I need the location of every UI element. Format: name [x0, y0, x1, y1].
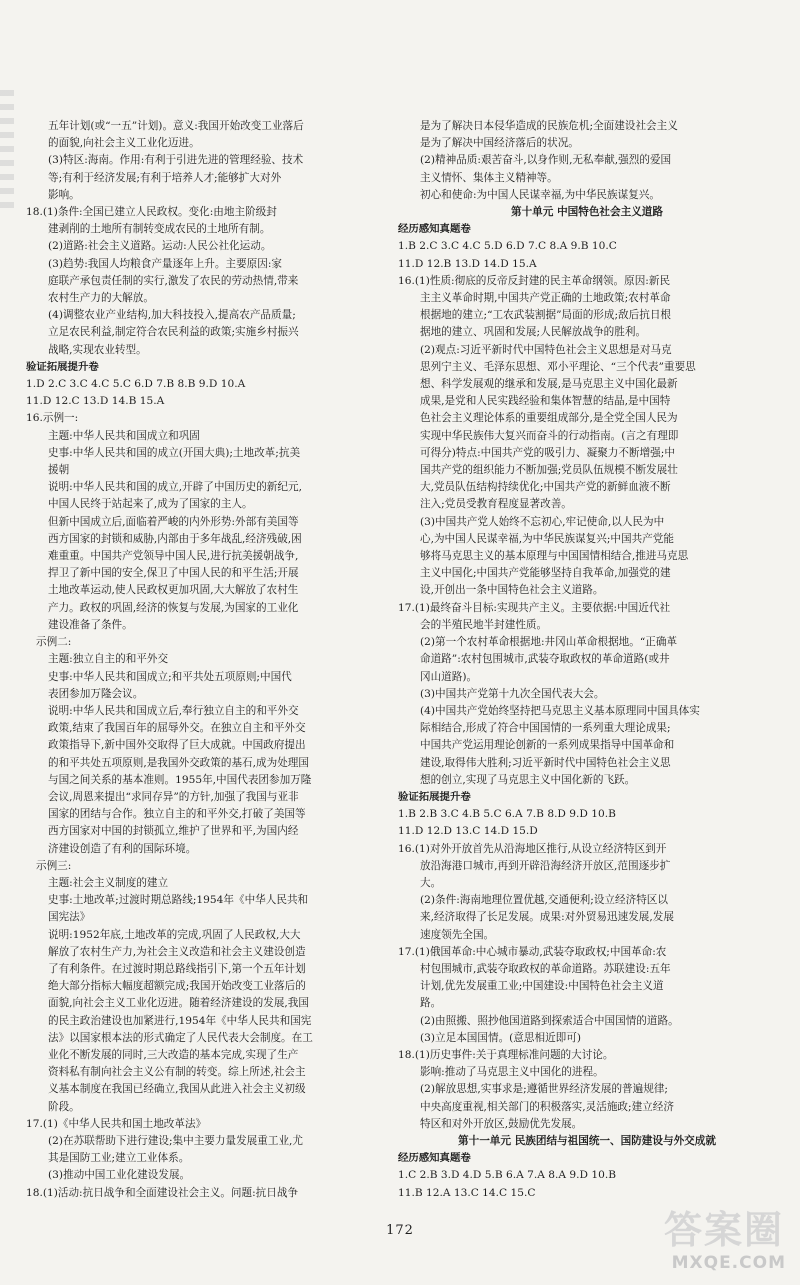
unit-title: 第十单元 中国特色社会主义道路 — [511, 206, 663, 219]
binding-margin-marks — [0, 90, 14, 210]
right-text-line: (2)由照搬、照抄他国道路到探索适合中国国情的道路。 — [420, 1014, 679, 1027]
right-text-line: 17.(1)最终奋斗目标:实现共产主义。主要依据:中国近代社 — [398, 601, 671, 614]
left-text-line: 解放了农村生产力,为社会主义改造和社会主义建设创造 — [48, 945, 306, 958]
left-text-line: 法》以国家根本法的形式确定了人民代表大会制度。在工 — [48, 1031, 313, 1044]
left-text-line: 政策指导下,新中国外交取得了巨大成就。中国政府提出 — [48, 739, 306, 752]
section-heading: 经历感知真题卷 — [398, 223, 471, 236]
left-text-line: 17.(1)《中华人民共和国土地改革法》 — [26, 1117, 207, 1130]
left-text-line: 西方国家对中国的封锁孤立,维护了世界和平,为国内经 — [48, 825, 299, 838]
right-text-line: (3)立足本国国情。(意思相近即可) — [420, 1031, 581, 1044]
right-text-line: 可得分)特点:中国共产党的吸引力、凝聚力不断增强;中 — [420, 446, 675, 459]
left-text-line: 主题:独立自主的和平外交 — [48, 653, 169, 666]
unit-title: 第十一单元 民族团结与祖国统一、国防建设与外交成就 — [458, 1134, 716, 1147]
left-text-line: 援朝 — [48, 464, 70, 477]
right-text-line: 大,党员队伍结构持续优化;中国共产党的新鲜血液不断 — [420, 481, 671, 494]
right-text-line: (2)解放思想,实事求是;遵循世界经济发展的普遍规律; — [420, 1083, 668, 1096]
right-text-line: 1.B 2.C 3.C 4.C 5.D 6.D 7.C 8.A 9.B 10.C — [398, 240, 617, 253]
right-text-line: 特区和对外开放区,鼓励优先发展。 — [420, 1117, 583, 1130]
left-text-line: 阶段。 — [48, 1100, 80, 1113]
left-text-line: 难重重。中国共产党领导中国人民,进行抗美援朝战争, — [48, 550, 299, 563]
left-text-line: 18.(1)活动:抗日战争和全面建设社会主义。问题:抗日战争 — [26, 1186, 299, 1199]
left-text-line: 义基本制度在我国已经确立,我国从此进入社会主义初级 — [48, 1083, 306, 1096]
right-text-line: 来,经济取得了长足发展。成果:对外贸易迅速发展,发展 — [420, 911, 674, 924]
left-text-line: 业化不断发展的同时,三大改造的基本完成,实现了生产 — [48, 1048, 299, 1061]
left-text-line: 建设准备了条件。 — [48, 618, 133, 631]
left-text-line: 资料私有制向社会主义公有制的转变。综上所述,社会主 — [48, 1066, 306, 1079]
right-text-line: 思列宁主义、毛泽东思想、邓小平理论、“三个代表”重要思 — [420, 360, 696, 373]
right-text-line: 成果,是党和人民实践经验和集体智慧的结晶,是中国特 — [420, 395, 671, 408]
right-text-line: 11.D 12.B 13.D 14.D 15.A — [398, 257, 537, 270]
left-text-line: 政策,结束了我国百年的屈辱外交。在独立自主和平外交 — [48, 722, 306, 735]
left-text-line: 史事:中华人民共和国成立;和平共处五项原则;中国代 — [48, 670, 292, 683]
right-column — [398, 118, 776, 1202]
left-text-line: 绝大部分指标大幅度超额完成;我国开始改变工业落后的 — [48, 980, 306, 993]
right-text-line: 中国共产党运用理论创新的一系列成果指导中国革命和 — [420, 739, 675, 752]
right-text-line: 1.B 2.B 3.C 4.B 5.C 6.A 7.B 8.D 9.D 10.B — [398, 808, 616, 821]
right-text-line: 大。 — [420, 876, 442, 889]
left-text-line: 1.D 2.C 3.C 4.C 5.C 6.D 7.B 8.B 9.D 10.A — [26, 378, 246, 391]
left-text-line: 中国人民终于站起来了,成为了国家的主人。 — [48, 498, 253, 511]
right-text-line: 1.C 2.B 3.D 4.D 5.B 6.A 7.A 8.A 9.D 10.B — [398, 1169, 617, 1182]
right-text-line: 际相结合,形成了符合中国国情的一系列重大理论成果; — [420, 722, 671, 735]
right-text-line: 中央高度重视,相关部门的积极落实,灵活施政;建立经济 — [420, 1100, 674, 1113]
left-text-line: (2)道路:社会主义道路。运动:人民公社化运动。 — [48, 240, 272, 253]
right-text-line: (3)中国共产党人始终不忘初心,牢记使命,以人民为中 — [420, 515, 665, 528]
left-text-line: 了有利条件。在过渡时期总路线指引下,第一个五年计划 — [48, 962, 306, 975]
right-text-line: 初心和使命:为中国人民谋幸福,为中华民族谋复兴。 — [420, 188, 660, 201]
right-text-line: (2)条件:海南地理位置优越,交通便利;设立经济特区以 — [420, 894, 668, 907]
left-text-line: 面貌,向社会主义工业化迈进。随着经济建设的发展,我国 — [48, 997, 309, 1010]
watermark-logo — [612, 1197, 792, 1277]
left-text-line: 农村生产力的大解放。 — [48, 292, 154, 305]
left-text-line: 庭联产承包责任制的实行,激发了农民的劳动热情,带来 — [48, 274, 299, 287]
right-text-line: (3)中国共产党第十九次全国代表大会。 — [420, 687, 605, 700]
left-text-line: 的面貌,向社会主义工业化迈进。 — [48, 137, 200, 150]
right-text-line: 据地的建立、巩固和发展;人民解放战争的胜利。 — [420, 326, 647, 339]
left-text-line: 说明:中华人民共和国的成立,开辟了中国历史的新纪元, — [48, 481, 302, 494]
left-text-line: 其是国防工业;建立工业体系。 — [48, 1152, 190, 1165]
right-text-line: 主义中国化;中国共产党能够坚持自我革命,加强党的建 — [420, 567, 671, 580]
left-text-line: 主题:社会主义制度的建立 — [48, 876, 169, 889]
left-text-line: 11.D 12.C 13.D 14.B 15.A — [26, 395, 165, 408]
right-text-line: (2)精神品质:艰苦奋斗,以身作则,无私奉献,强烈的爱国 — [420, 154, 672, 167]
right-text-line: 建设,取得伟大胜利;习近平新时代中国特色社会主义思 — [420, 756, 671, 769]
right-text-line: (4)中国共产党始终坚持把马克思主义基本原理同中国具体实 — [420, 704, 700, 717]
left-text-line: 18.(1)条件:全国已建立人民政权。变化:由地主阶级封 — [26, 206, 277, 219]
right-text-line: 速度领先全国。 — [420, 928, 495, 941]
right-text-line: 是为了解决中国经济落后的状况。 — [420, 137, 579, 150]
page-number: 172 — [386, 1223, 414, 1238]
right-text-line: 11.B 12.A 13.C 14.C 15.C — [398, 1186, 536, 1199]
left-text-line: 土地改革运动,使人民政权更加巩固,大大解放了农村生 — [48, 584, 299, 597]
right-text-line: (2)观点:习近平新时代中国特色社会主义思想是对马克 — [420, 343, 672, 356]
left-column — [26, 118, 386, 1202]
left-text-line: (3)特区:海南。作用:有利于引进先进的管理经验、技术 — [48, 154, 304, 167]
left-text-line: 战略,实现农业转型。 — [48, 343, 147, 356]
left-text-line: 主题:中华人民共和国成立和巩固 — [48, 429, 200, 442]
right-text-line: 命道路”:农村包围城市,武装夺取政权的革命道路(或井 — [420, 653, 670, 666]
left-text-line: 五年计划(或“一五”计划)。意义:我国开始改变工业落后 — [48, 120, 304, 132]
section-heading: 验证拓展提升卷 — [26, 360, 99, 373]
left-text-line: 与国之间关系的基本准则。1955年,中国代表团参加万隆 — [48, 773, 312, 786]
watermark-glyphs: 答案圈 — [663, 1208, 784, 1252]
left-text-line: 表团参加万隆会议。 — [48, 687, 144, 700]
right-text-line: 18.(1)历史事件:关于真理标准问题的大讨论。 — [398, 1048, 614, 1061]
left-text-line: 济建设创造了有利的国际环境。 — [48, 842, 197, 855]
left-text-line: 西方国家的封锁和威胁,内部由于多年战乱,经济残破,困 — [48, 532, 302, 545]
left-text-line: 的和平共处五项原则,是我国外交政策的基石,成为处理国 — [48, 756, 309, 769]
right-text-line: 16.(1)性质:彻底的反帝反封建的民主革命纲领。原因:新民 — [398, 274, 671, 287]
left-text-line: 立足农民利益,制定符合农民利益的政策;实施乡村振兴 — [48, 326, 299, 339]
right-text-line: 放沿海港口城市,再到开辟沿海经济开放区,范围逐步扩 — [420, 859, 671, 872]
left-text-line: 影响。 — [48, 188, 80, 201]
right-text-line: 想、科学发展观的继承和发展,是马克思主义中国化最新 — [420, 378, 678, 391]
left-text-line: 国宪法》 — [48, 911, 91, 924]
right-text-line: 影响:推动了马克思主义中国化的进程。 — [420, 1066, 604, 1079]
right-text-line: 心,为中国人民谋幸福,为中华民族谋复兴;中国共产党能 — [420, 532, 674, 545]
right-text-line: 是为了解决日本侵华造成的民族危机;全面建设社会主义 — [420, 120, 678, 132]
right-text-line: 实现中华民族伟大复兴而奋斗的行动指南。(言之有理即 — [420, 429, 679, 442]
right-text-line: 路。 — [420, 997, 442, 1010]
section-heading: 经历感知真题卷 — [398, 1152, 471, 1165]
section-heading: 验证拓展提升卷 — [398, 790, 471, 803]
right-text-line: 注入;党员受教育程度显著改善。 — [420, 498, 572, 511]
right-text-line: (2)第一个农村革命根据地:井冈山革命根据地。“正确革 — [420, 636, 678, 649]
right-text-line: 主主义革命时期,中国共产党正确的土地政策;农村革命 — [420, 292, 671, 305]
right-text-line: 够将马克思主义的基本原理与中国国情相结合,推进马克思 — [420, 550, 689, 563]
watermark-url: MXQE.COM — [671, 1253, 786, 1273]
left-text-line: 史事:中华人民共和国的成立(开国大典);土地改革;抗美 — [48, 446, 301, 459]
left-text-line: (3)推动中国工业化建设发展。 — [48, 1169, 191, 1182]
right-text-line: 主义情怀、集体主义精神等。 — [420, 171, 558, 184]
left-text-line: 但新中国成立后,面临着严峻的内外形势:外部有美国等 — [48, 515, 299, 528]
left-text-line: 16.示例一: — [26, 412, 79, 425]
left-text-line: 建剥削的土地所有制转变成农民的土地所有制。 — [48, 223, 271, 236]
left-text-line: (4)调整农业产业结构,加大科技投入,提高农产品质量; — [48, 309, 296, 322]
left-text-line: (2)在苏联帮助下进行建设;集中主要力量发展重工业,尤 — [48, 1134, 304, 1147]
right-text-line: 11.D 12.D 13.C 14.D 15.D — [398, 825, 538, 838]
right-text-line: 16.(1)对外开放首先从沿海地区推行,从设立经济特区到开 — [398, 842, 667, 855]
left-text-line: 史事:土地改革;过渡时期总路线;1954年《中华人民共和 — [48, 894, 309, 907]
right-text-line: 设,开创出一条中国特色社会主义道路。 — [420, 584, 604, 597]
left-text-line: 说明:中华人民共和国成立后,奉行独立自主的和平外交 — [48, 704, 299, 717]
left-text-line: 示例三: — [36, 859, 72, 872]
right-text-line: 色社会主义理论体系的重要组成部分,是全党全国人民为 — [420, 412, 678, 425]
left-text-line: 捍卫了新中国的安全,保卫了中国人民的和平生活;开展 — [48, 567, 299, 580]
right-text-line: 计划,优先发展重工业;中国建设:中国特色社会主义道 — [420, 980, 664, 993]
left-text-line: 国家的团结与合作。独立自主的和平外交,打破了美国等 — [48, 808, 306, 821]
left-text-line: 产力。政权的巩固,经济的恢复与发展,为国家的工业化 — [48, 601, 299, 614]
left-text-line: 等;有利于经济发展;有利于培养人才;能够扩大对外 — [48, 171, 282, 184]
right-text-line: 17.(1)俄国革命:中心城市暴动,武装夺取政权;中国革命:农 — [398, 945, 667, 958]
right-text-line: 冈山道路)。 — [420, 670, 478, 683]
left-text-line: 示例二: — [36, 636, 72, 649]
left-text-line: 的民主政治建设也加紧进行,1954年《中华人民共和国宪 — [48, 1014, 312, 1027]
right-text-line: 想的创立,实现了马克思主义中国化新的飞跃。 — [420, 773, 636, 786]
right-text-line: 国共产党的组织能力不断加强;党员队伍规模不断发展壮 — [420, 464, 678, 477]
left-text-line: 会议,周恩来提出“求同存异”的方针,加强了我国与亚非 — [48, 790, 299, 803]
right-text-line: 村包围城市,武装夺取政权的革命道路。苏联建设:五年 — [420, 962, 671, 975]
right-text-line: 会的半殖民地半封建性质。 — [420, 618, 548, 631]
left-text-line: 说明:1952年底,土地改革的完成,巩固了人民政权,大大 — [48, 928, 301, 941]
right-text-line: 根据地的建立;“工农武装割据”局面的形成;敌后抗日根 — [420, 309, 672, 322]
left-text-line: (3)趋势:我国人均粮食产量逐年上升。主要原因:家 — [48, 257, 283, 270]
